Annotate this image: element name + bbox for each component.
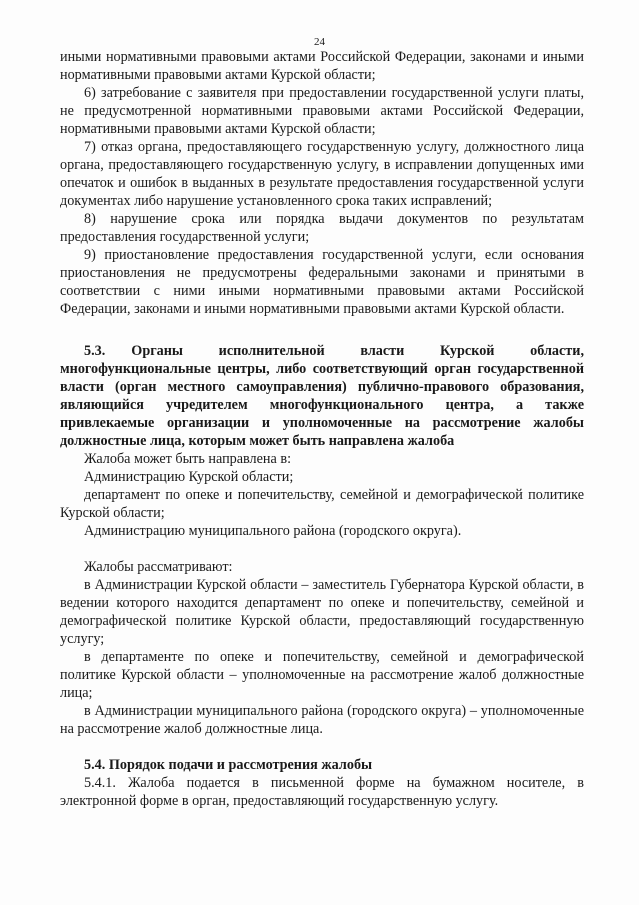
recipient-item: департамент по опеке и попечительству, семейной и демографической политике Курской области;	[60, 487, 584, 521]
spacer	[60, 318, 584, 342]
recipient-item: Администрацию Курской области;	[84, 469, 294, 485]
section-5-3-number: 5.3.	[84, 343, 106, 359]
reviewers-intro: Жалобы рассматривают:	[84, 559, 233, 575]
reviewer-item: в Администрации муниципального района (городского округа) – уполномоченные на рассмотрение жалоб должностные лица.	[60, 703, 584, 737]
page-number: 24	[314, 36, 325, 48]
reviewer-item: в департаменте по опеке и попечительству, семейной и демографической политике Курской области – уполномоченные на рассмотрение жалоб должностные лица;	[60, 649, 584, 701]
section-5-4-1-paragraph: 5.4.1. Жалоба подается в письменной форме на бумажном носителе, в электронной форме в орган, предоставляющий государственную услугу.	[60, 775, 584, 809]
list-item-9: 9) приостановление предоставления государственной услуги, если основания приостановления не предусмотрены федеральными законами и принятыми в соответствии с ними иными нормативными правовыми актами Российской Федерации, законами и иными нормативными правовыми актами Курской области.	[60, 247, 584, 317]
recipient-item: Администрацию муниципального района (городского округа).	[84, 523, 462, 539]
section-5-3-title: Органы исполнительной власти Курской области, многофункциональные центры, либо соответствующий орган государственной власти (орган местного самоуправления) публично-правового образования, являющийся учредителем многофункционального центра, а также привлекаемые организации и уполномоченные на рассмотрение жалобы должностные лица, которым может быть направлена жалоба	[60, 343, 584, 449]
spacer	[60, 540, 584, 558]
list-item-8: 8) нарушение срока или порядка выдачи документов по результатам предоставления государственной услуги;	[60, 211, 584, 245]
spacer	[60, 738, 584, 756]
complaint-recipients-intro: Жалоба может быть направлена в:	[84, 451, 292, 467]
section-5-4-heading: 5.4. Порядок подачи и рассмотрения жалобы	[84, 757, 373, 773]
list-item-6: 6) затребование с заявителя при предоставлении государственной услуги платы, не предусмотренной нормативными правовыми актами Российской Федерации, нормативными правовыми актами Курской области;	[60, 85, 584, 137]
paragraph-continuation: иными нормативными правовыми актами Российской Федерации, законами и иными нормативными правовыми актами Курской области;	[60, 49, 584, 83]
list-item-7: 7) отказ органа, предоставляющего государственную услугу, должностного лица органа, предоставляющего государственную услугу, в исправлении допущенных ими опечаток и ошибок в выданных в результате предоставления государственной услуги документах либо нарушение установленного срока таких исправлений;	[60, 139, 584, 209]
reviewer-item: в Администрации Курской области – заместитель Губернатора Курской области, в ведении которого находится департамент по опеке и попечительству, семейной и демографической политике Курской области, предоставляющий государственную услугу;	[60, 577, 584, 647]
section-5-3-heading	[60, 342, 584, 450]
page-content	[60, 48, 584, 810]
